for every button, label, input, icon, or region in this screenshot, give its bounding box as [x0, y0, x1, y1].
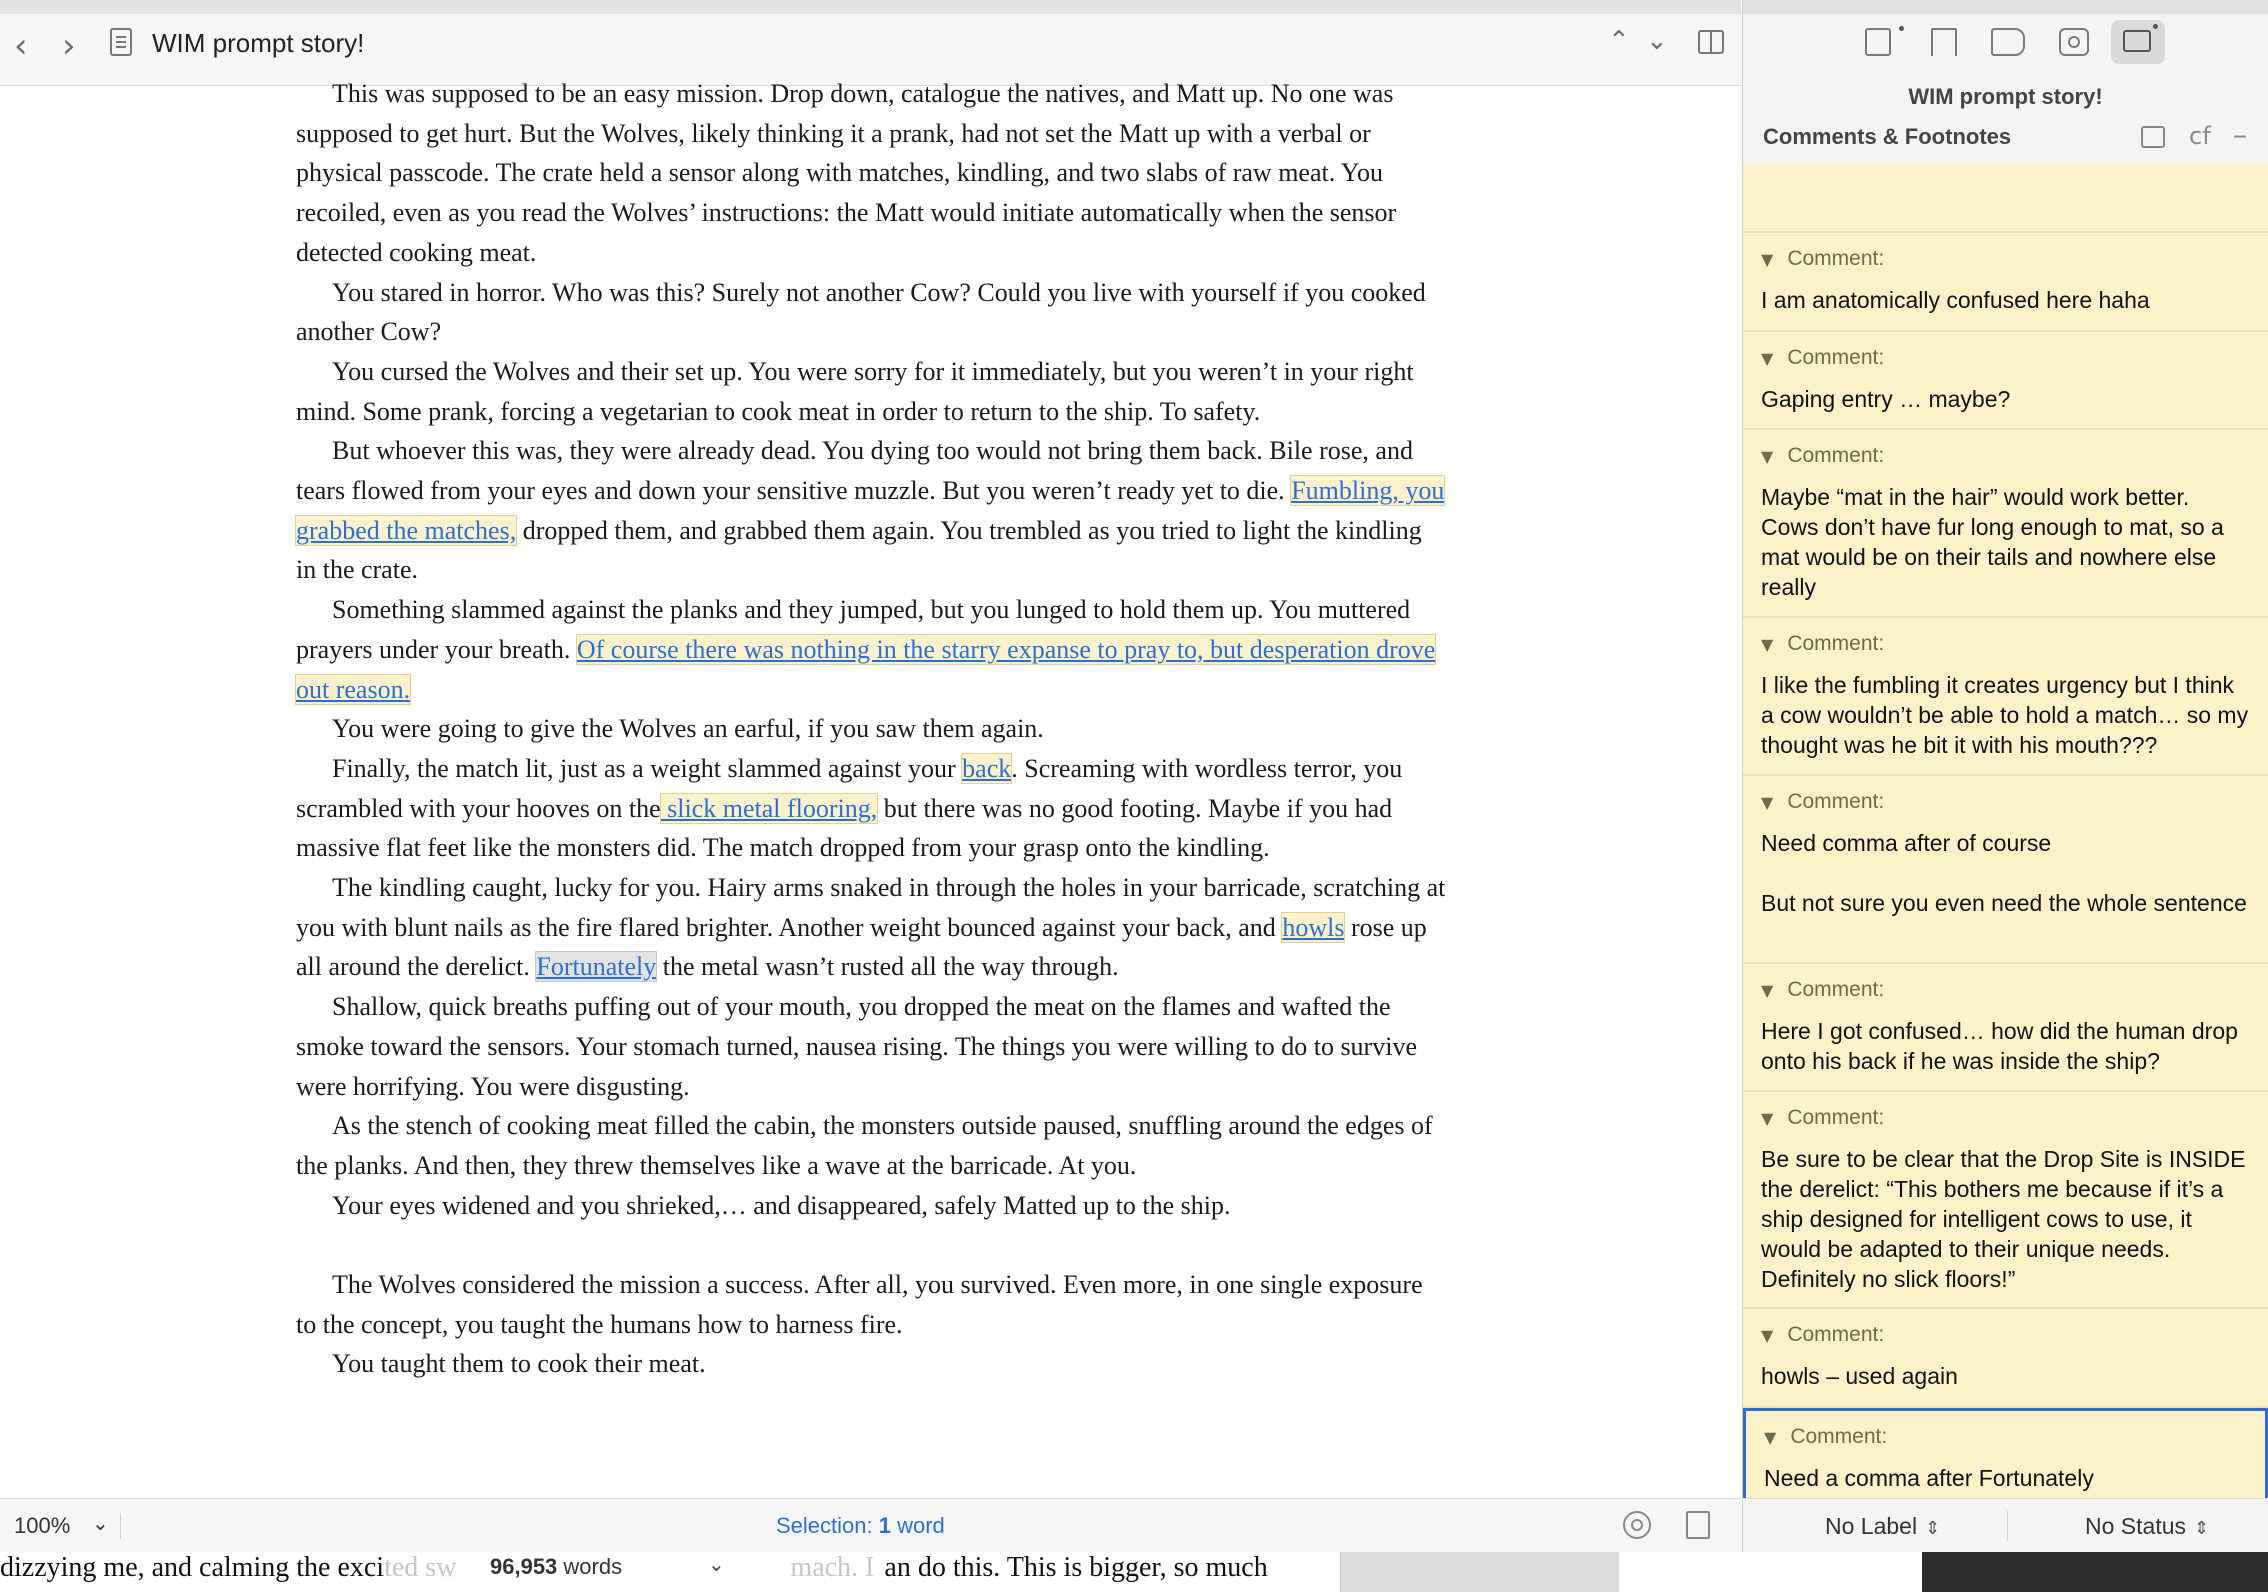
comment-card[interactable] [1743, 1092, 2268, 1309]
comment-label: Comment: [1787, 1323, 1885, 1347]
minus-icon[interactable]: – [2233, 118, 2247, 151]
inspector-pane [1742, 0, 2268, 1552]
paragraph[interactable] [296, 1225, 1446, 1265]
selection-count: 1 [878, 1513, 891, 1538]
target-icon[interactable] [1623, 1511, 1651, 1539]
back-arrow-icon[interactable]: ‹ [14, 26, 28, 66]
background-panel [1340, 1552, 1619, 1592]
comment-text[interactable]: howls – used again [1761, 1363, 1958, 1390]
previous-document-icon[interactable]: ⌃ [1608, 26, 1630, 56]
disclosure-triangle-icon[interactable]: ▼ [1761, 1109, 1774, 1129]
disclosure-triangle-icon[interactable]: ▼ [1761, 447, 1774, 467]
comment-header[interactable] [1761, 346, 1884, 370]
comment-text[interactable]: Need comma after of course But not sure you even need the whole sentence [1761, 829, 2247, 916]
comment-header[interactable] [1761, 790, 1884, 814]
background-text-faded-2: mach. I [790, 1552, 875, 1583]
section-header: Comments & Footnotes [1763, 124, 2012, 149]
text-run: You were going to give the Wolves an earful, if you saw them again. [332, 714, 1044, 744]
tag-icon[interactable] [1991, 28, 2025, 56]
comment-label: Comment: [1787, 977, 1885, 1001]
comment-text[interactable]: I am anatomically confused here haha [1761, 287, 2150, 314]
paragraph[interactable] [296, 590, 1446, 709]
inspector-toolbar [1743, 0, 2268, 76]
text-run: . Screaming with wordless terror, you scrambled with your hooves on the [296, 753, 1403, 823]
comment-card[interactable] [1743, 233, 2268, 331]
comment-card[interactable] [1743, 1408, 2268, 1498]
comment-text[interactable]: Here I got confused… how did the human drop onto his back if he was inside the ship? [1761, 1017, 2238, 1074]
comment-card[interactable] [1743, 164, 2268, 233]
selection-status [776, 1513, 945, 1539]
editor-footer [0, 1498, 1741, 1552]
paragraph[interactable] [296, 709, 1446, 749]
commented-text-link[interactable]: Of course there was nothing in the starry expanse to pray to, but desperation drove out reason. [296, 634, 1436, 704]
commented-text-link[interactable]: Fumbling, you grabbed the matches, [296, 476, 1445, 545]
paragraph[interactable] [296, 987, 1446, 1106]
paragraph[interactable] [296, 74, 1446, 273]
commented-text-link[interactable]: slick metal flooring, [660, 793, 878, 823]
divider [2007, 1511, 2008, 1541]
status-select[interactable] [2085, 1513, 2209, 1540]
comment-text[interactable]: Gaping entry … maybe? [1761, 385, 2011, 412]
comment-label: Comment: [1787, 632, 1885, 656]
comments-list[interactable] [1743, 164, 2268, 1498]
text-run: You stared in horror. Who was this? Surely not another Cow? Could you live with yourself if you cooked another Cow? [296, 277, 1426, 347]
comment-card[interactable] [1743, 1309, 2268, 1407]
text-run: Your eyes widened and you shrieked,… and disappeared, safely Matted up to the ship. [332, 1190, 1231, 1220]
background-text-right: an do this. This is bigger, so much [884, 1552, 1268, 1583]
tab-strip [0, 0, 1741, 14]
zoom-level[interactable]: 100% [14, 1513, 71, 1538]
status-value: No Status [2085, 1513, 2186, 1539]
comment-card[interactable] [1743, 776, 2268, 964]
text-run: The kindling caught, lucky for you. Hairy arms snaked in through the holes in your barricade, scratching at you with blunt nails as the fire flared brighter. Another weight bounced against your back, and [296, 873, 1446, 942]
comment-header[interactable] [1761, 1323, 1884, 1347]
text-run: Shallow, quick breaths puffing out of your mouth, you dropped the meat on the flames and wafted the smoke toward the sensors. Your stomach turned, nausea rising. The things you were willing to do to survive were horrifying. You were disgusting. [296, 992, 1417, 1101]
commented-text-link[interactable]: howls [1282, 912, 1345, 942]
document-title: WIM prompt story! [152, 28, 365, 58]
text-run: The Wolves considered the mission a success. After all, you survived. Even more, in one single exposure to the concept, you taught the humans how to harness fire. [296, 1270, 1423, 1339]
comment-header[interactable] [1761, 978, 1884, 1002]
divider [120, 1513, 121, 1539]
text-run: the metal wasn’t rusted all the way through. [656, 952, 1119, 982]
split-editor-icon[interactable] [1698, 30, 1724, 54]
paragraph[interactable] [296, 1106, 1446, 1185]
text-run: You taught them to cook their meat. [332, 1349, 706, 1379]
comment-card[interactable] [1743, 964, 2268, 1093]
disclosure-triangle-icon[interactable]: ▼ [1761, 250, 1774, 270]
document-icon [110, 28, 132, 56]
comment-text[interactable]: Need a comma after Fortunately [1764, 1464, 2094, 1491]
paragraph[interactable] [296, 868, 1446, 987]
comment-label: Comment: [1790, 1424, 1888, 1448]
calendar-icon[interactable] [1865, 28, 1891, 56]
comment-header[interactable] [1761, 247, 1884, 271]
text-run: Something slammed against the planks and they jumped, but you lunged to hold them up. You muttered prayers under your breath. [296, 595, 1411, 664]
paragraph[interactable] [296, 1265, 1446, 1344]
updown-chevron-icon: ⇕ [1925, 1518, 1941, 1539]
comment-text[interactable]: Maybe “mat in the hair” would work better. Cows don’t have fur long enough to mat, so a mat would be on their tails and nowhere else really [1761, 484, 2224, 601]
word-count-label: words [557, 1554, 623, 1579]
comment-label: Comment: [1787, 444, 1885, 468]
chevron-down-icon[interactable]: ⌄ [708, 1552, 725, 1576]
selection-prefix: Selection: [776, 1513, 879, 1538]
word-count[interactable] [490, 1554, 622, 1580]
tab-comments[interactable] [2111, 20, 2165, 64]
background-text [0, 1552, 1268, 1584]
document-body[interactable] [296, 74, 1446, 1384]
disclosure-triangle-icon[interactable]: ▼ [1761, 1326, 1774, 1346]
paragraph[interactable] [296, 1186, 1446, 1226]
bookmark-icon[interactable] [1931, 28, 1957, 56]
comment-header[interactable] [1761, 1106, 1884, 1130]
comment-header[interactable] [1761, 632, 1884, 656]
comment-bubble-icon [2123, 30, 2151, 52]
comment-label: Comment: [1787, 345, 1885, 369]
comment-text[interactable]: Be sure to be clear that the Drop Site is INSIDE the derelict: “This bothers me because if it’s a ship designed for intelligent cows to use, it would be adapted to their unique needs. Definitely no slick floors!” [1761, 1146, 2246, 1293]
disclosure-triangle-icon[interactable]: ▼ [1761, 792, 1774, 812]
notes-icon[interactable] [1686, 1511, 1710, 1539]
text-run: Finally, the match lit, just as a weight slammed against your [332, 753, 963, 783]
text-run: You cursed the Wolves and their set up. You were sorry for it immediately, but you weren’t in your right mind. Some prank, forcing a vegetarian to cook meat in order to return to the ship. To safety. [296, 356, 1414, 426]
add-footnote-icon[interactable]: cf [2189, 122, 2211, 150]
commented-text-link[interactable]: back [962, 753, 1012, 783]
disclosure-triangle-icon[interactable]: ▼ [1761, 635, 1774, 655]
text-run: This was supposed to be an easy mission. Drop down, catalogue the natives, and Matt up. No one was supposed to get hurt. But the Wolves, likely thinking it a prank, had not set the Matt up with a verbal or physical passcode. The crate held a sensor along with matches, kindling, and two slabs of raw meat. You recoiled, even as you read the Wolves’ instructions: the Matt would initiate automatically when the sensor detected cooking meat. [296, 79, 1397, 267]
paragraph[interactable] [296, 352, 1446, 431]
forward-arrow-icon[interactable]: › [62, 26, 76, 66]
text-run: but there was no good footing. Maybe if you had massive flat feet like the monsters did. The match dropped from your grasp onto the kindling. [296, 793, 1393, 863]
text-run: But whoever this was, they were already dead. You dying too would not bring them back. Bile rose, and tears flowed from your eyes and down your sensitive muzzle. But you weren’t ready yet to die. [296, 436, 1413, 506]
text-run: dropped them, and grabbed them again. You trembled as you tried to light the kindling in the crate. [296, 515, 1422, 585]
comment-header[interactable] [1761, 444, 1884, 468]
background-panel-dark [1922, 1552, 2268, 1592]
background-text-left: dizzying me, and calming the exci [0, 1552, 385, 1583]
disclosure-triangle-icon[interactable]: ▼ [1761, 348, 1774, 368]
selection-suffix: word [890, 1513, 945, 1538]
comment-card[interactable] [1743, 430, 2268, 618]
inspector-title: WIM prompt story! [1908, 84, 2103, 109]
paragraph[interactable] [296, 749, 1446, 868]
comment-label: Comment: [1787, 789, 1885, 813]
text-run: rose up all around the derelict. [296, 912, 1427, 982]
comment-card[interactable] [1743, 618, 2268, 776]
updown-chevron-icon: ⇕ [2194, 1518, 2210, 1539]
word-count-value: 96,953 [490, 1554, 558, 1579]
commented-text-link[interactable]: Fortunately [536, 952, 657, 982]
disclosure-triangle-icon[interactable]: ▼ [1761, 980, 1774, 1000]
paragraph[interactable] [296, 1344, 1446, 1384]
comment-label: Comment: [1787, 247, 1885, 271]
background-text-faded: ted sw [384, 1552, 457, 1583]
inspector-footer [1743, 1498, 2268, 1552]
paragraph[interactable] [296, 431, 1446, 590]
label-value: No Label [1825, 1513, 1918, 1539]
label-select[interactable] [1825, 1513, 1940, 1540]
tab-strip [1743, 0, 2268, 14]
next-document-icon[interactable]: ⌄ [1646, 26, 1668, 56]
indicator-dot [1899, 26, 1904, 31]
paragraph[interactable] [296, 273, 1446, 352]
disclosure-triangle-icon[interactable]: ▼ [1764, 1427, 1777, 1447]
comment-card[interactable] [1743, 332, 2268, 430]
comment-header[interactable] [1764, 1425, 1887, 1449]
add-comment-icon[interactable] [2141, 126, 2165, 148]
comment-text[interactable]: I like the fumbling it creates urgency but I think a cow wouldn’t be able to hold a match… so my thought was he bit it with his mouth??? [1761, 672, 2249, 759]
background-window [0, 1552, 2268, 1592]
indicator-dot [2153, 24, 2158, 29]
camera-icon[interactable] [2059, 28, 2089, 56]
text-run: As the stench of cooking meat filled the cabin, the monsters outside paused, snuffling around the edges of the planks. And then, they threw themselves like a wave at the barricade. At you. [296, 1111, 1433, 1180]
chevron-down-icon[interactable]: ⌄ [92, 1511, 109, 1535]
comment-label: Comment: [1787, 1106, 1885, 1130]
